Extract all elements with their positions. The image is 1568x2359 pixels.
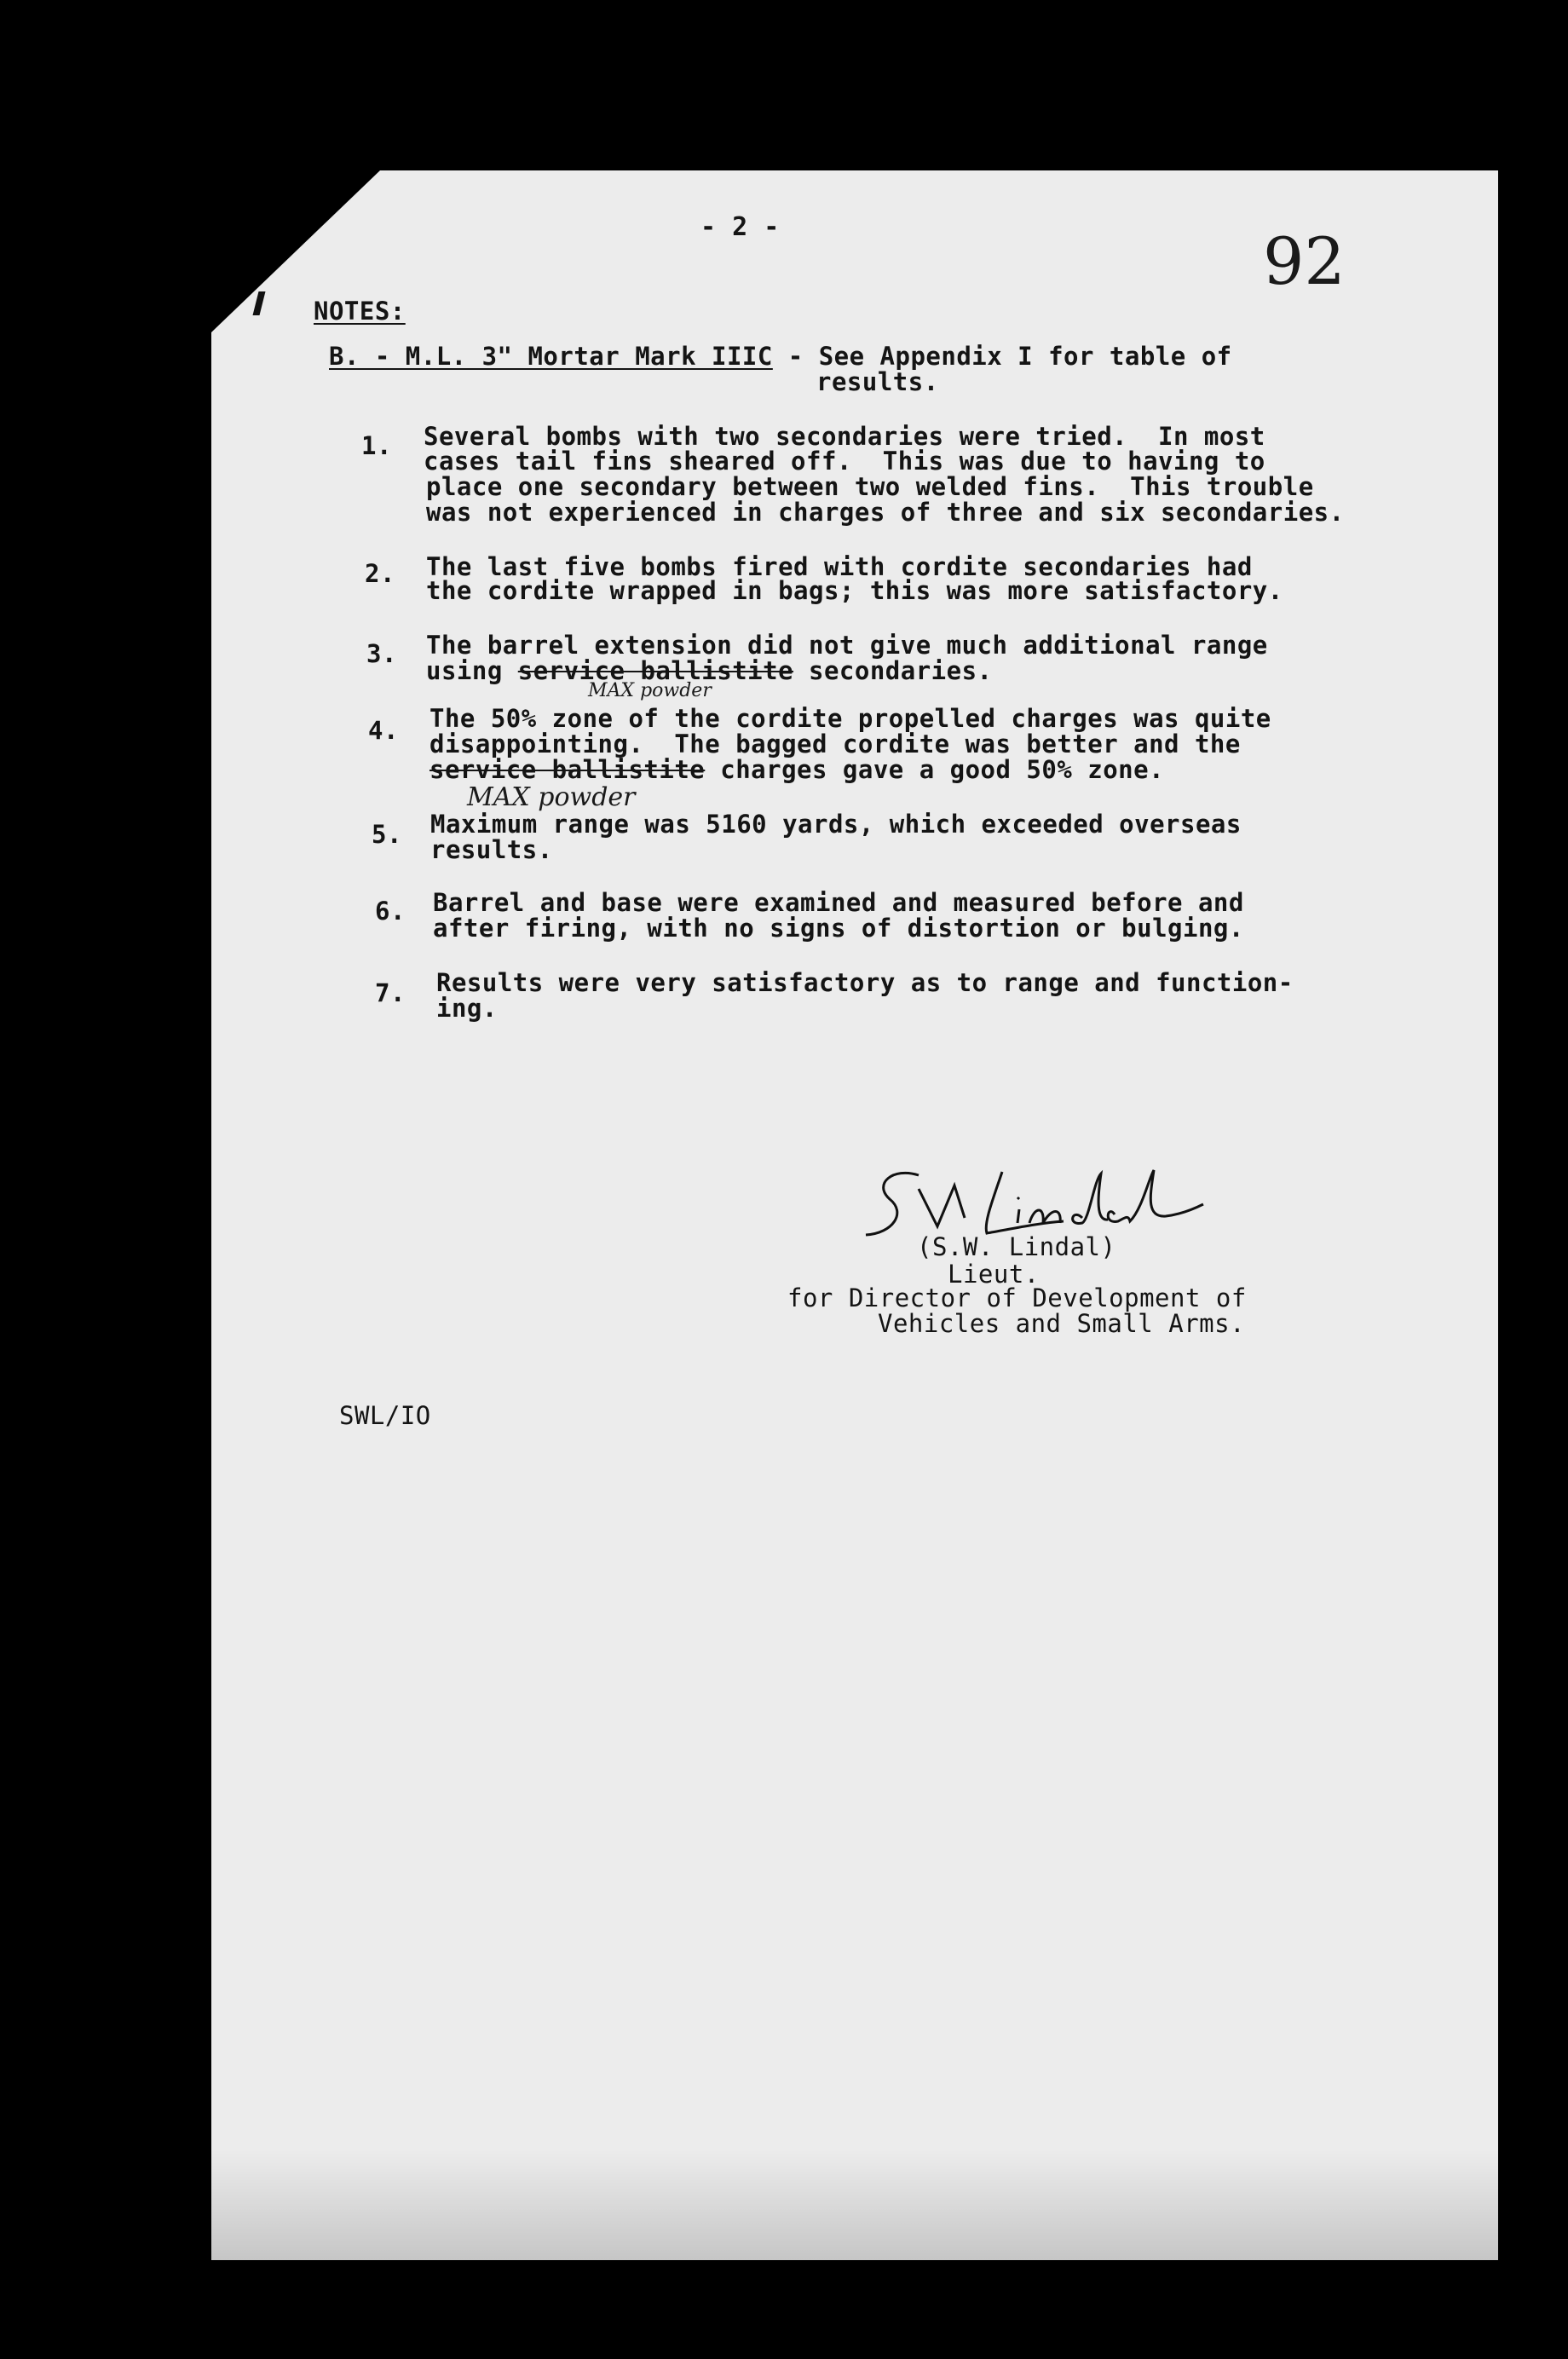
item-line: after firing, with no signs of distortion or bulging.	[433, 914, 1244, 943]
section-heading-continued: results.	[816, 367, 939, 396]
item-text: using	[426, 656, 518, 685]
item-number: 5.	[372, 820, 402, 849]
item-line	[429, 757, 1164, 782]
signatory-rank: Lieut.	[948, 1260, 1040, 1289]
item-line: results.	[430, 835, 553, 864]
section-heading	[329, 343, 1232, 369]
item-line: the cordite wrapped in bags; this was more satisfactory.	[426, 576, 1283, 605]
item-line: place one secondary between two welded fins. This trouble	[426, 472, 1314, 501]
notes-heading: NOTES:	[314, 297, 406, 326]
item-line: The barrel extension did not give much additional range	[426, 631, 1268, 660]
page-number: - 2 -	[700, 212, 780, 242]
item-line: cases tail fins sheared off. This was due to having to	[424, 447, 1265, 476]
item-text: secondaries.	[793, 656, 993, 685]
item-line: was not experienced in charges of three and six secondaries.	[426, 498, 1345, 527]
item-number: 3.	[366, 639, 397, 668]
signatory-title-line-1: for Director of Development of	[787, 1283, 1247, 1312]
item-number: 6.	[375, 897, 406, 926]
item-line: Barrel and base were examined and measured before and	[433, 888, 1244, 917]
folio-number: 92	[1263, 223, 1346, 299]
item-line: Results were very satisfactory as to range and function-	[436, 968, 1294, 997]
struck-text: service ballistite	[429, 755, 706, 784]
handwritten-correction: MAX powder	[467, 782, 636, 812]
item-number: 4.	[368, 716, 399, 745]
item-line: The last five bombs fired with cordite secondaries had	[426, 552, 1253, 581]
item-number: 2.	[365, 559, 395, 588]
section-title-rest: - See Appendix I for table of	[772, 342, 1232, 371]
signatory-name: (S.W. Lindal)	[917, 1232, 1116, 1261]
struck-text: service ballistite	[517, 656, 794, 685]
item-line: Several bombs with two secondaries were tried. In most	[424, 422, 1265, 451]
page-shading	[211, 2149, 1498, 2260]
item-line: The 50% zone of the cordite propelled charges was quite	[429, 704, 1271, 733]
item-number: 7.	[375, 978, 406, 1007]
section-title: B. - M.L. 3" Mortar Mark IIIC	[329, 342, 773, 371]
item-line: ing.	[436, 994, 498, 1023]
handwritten-correction: MAX powder	[588, 680, 712, 701]
reference-initials: SWL/IO	[339, 1401, 431, 1430]
item-line: disappointing. The bagged cordite was better and the	[429, 730, 1241, 758]
item-line: Maximum range was 5160 yards, which exceeded overseas	[430, 810, 1242, 839]
signatory-title-line-2: Vehicles and Small Arms.	[878, 1309, 1246, 1338]
item-number: 1.	[361, 431, 392, 460]
item-text: charges gave a good 50% zone.	[705, 755, 1165, 784]
